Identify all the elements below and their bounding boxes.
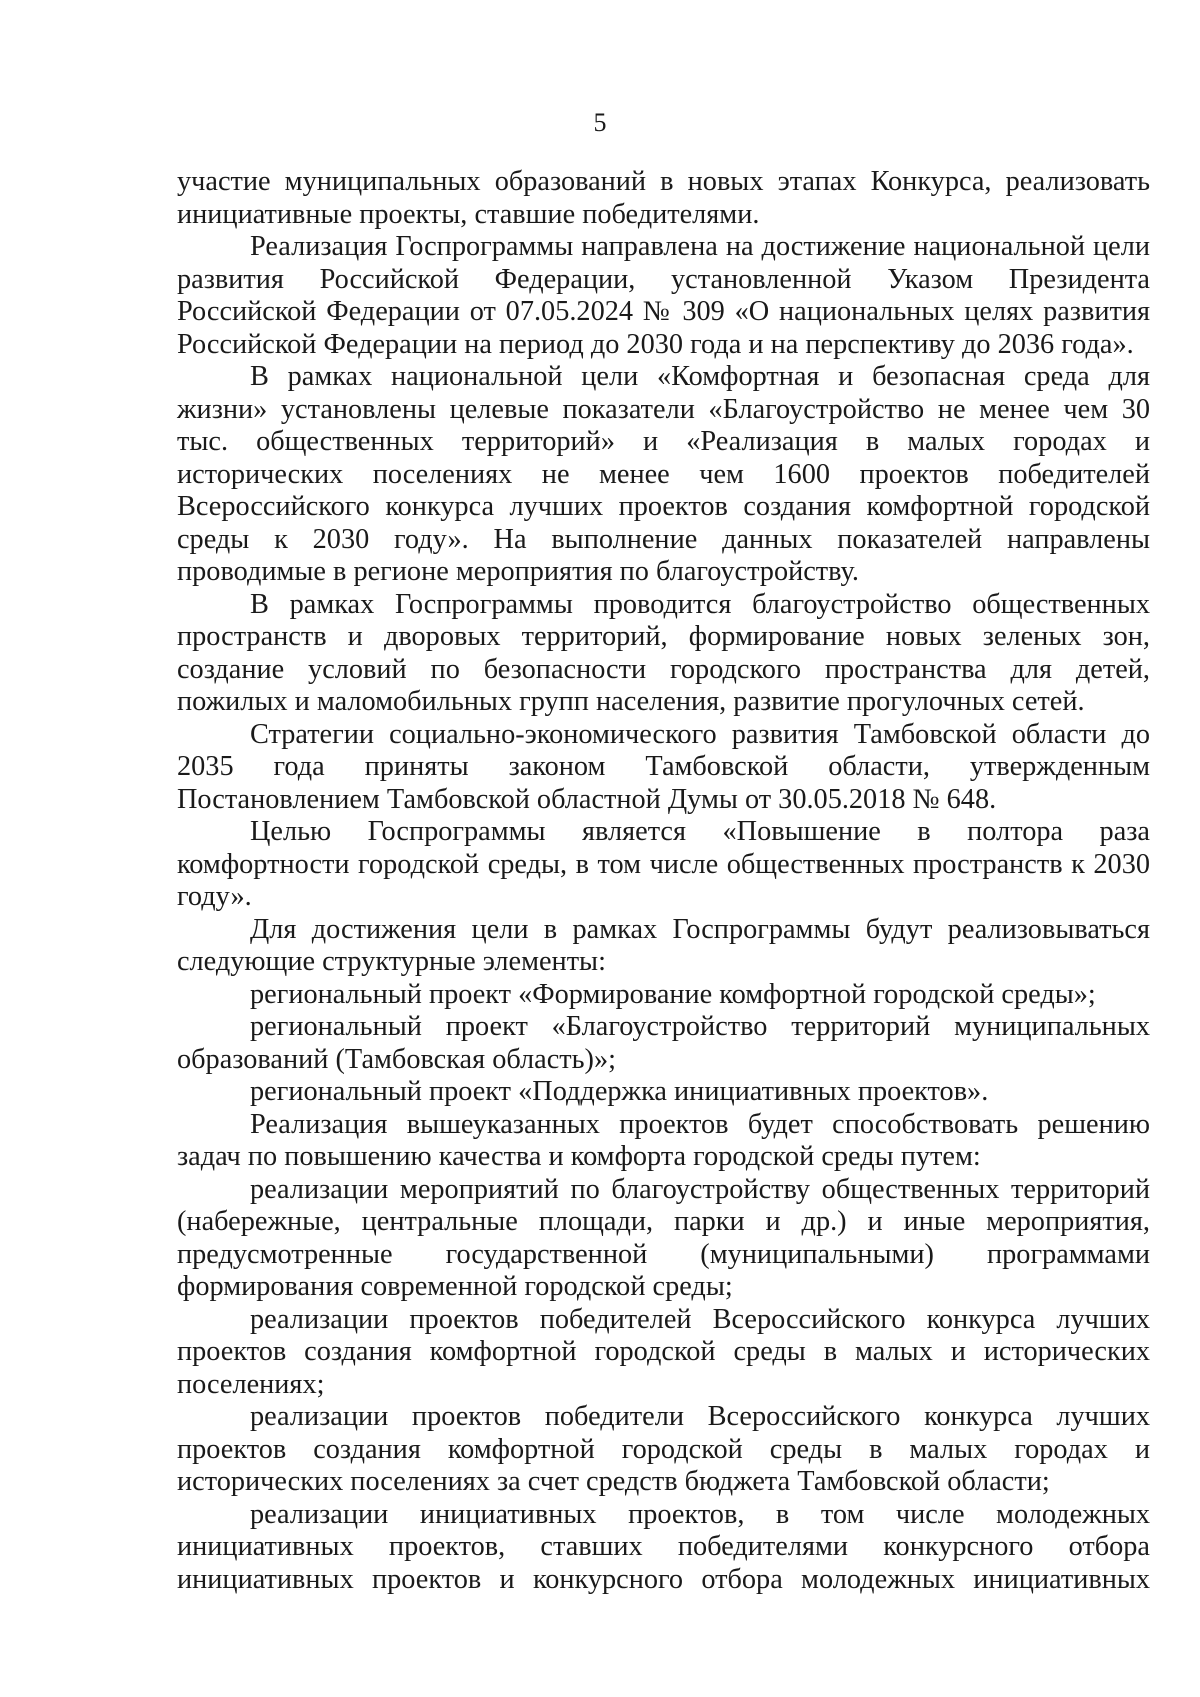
paragraph: Стратегии социально-экономического развития Тамбовской области до 2035 года приняты законом Тамбовской области, утвержденным Постановлением Тамбовской областной Думы от 30.05.2018 № 648.: [177, 718, 1150, 815]
list-item: реализации проектов победители Всероссийского конкурса лучших проектов создания комфортной городской среды в малых городах и исторических поселениях за счет средств бюджета Тамбовской области;: [177, 1401, 1150, 1497]
list-item: региональный проект «Поддержка инициативных проектов».: [250, 1076, 989, 1107]
list-item: региональный проект «Благоустройство территорий муниципальных образований (Тамбовская область)»;: [177, 1011, 1150, 1075]
list-item: региональный проект «Формирование комфортной городской среды»;: [250, 978, 1096, 1010]
paragraph: В рамках национальной цели «Комфортная и безопасная среда для жизни» установлены целевые показатели «Благоустройство не менее чем 30 тыс. общественных территорий» и «Реализация в малых городах и исторических поселениях не менее чем 1600 проектов победителей Всероссийского конкурса лучших проектов создания комфортной городской среды к 2030 году». На выполнение данных показателей направлены проводимые в регионе мероприятия по благоустройству.: [177, 361, 1150, 587]
document-body: [177, 166, 1150, 1596]
paragraph: участие муниципальных образований в новых этапах Конкурса, реализовать инициативные проекты, ставшие победителями.: [177, 166, 1150, 230]
paragraph: В рамках Госпрограммы проводится благоустройство общественных пространств и дворовых территорий, формирование новых зеленых зон, создание условий по безопасности городского пространства для детей, пожилых и маломобильных групп населения, развитие прогулочных сетей.: [177, 588, 1150, 717]
list-item: реализации мероприятий по благоустройству общественных территорий (набережные, центральные площади, парки и др.) и иные мероприятия, предусмотренные государственной (муниципальными) программами формирования современной городской среды;: [177, 1173, 1150, 1302]
paragraph: Реализация Госпрограммы направлена на достижение национальной цели развития Российской Федерации, установленной Указом Президента Российской Федерации от 07.05.2024 № 309 «О национальных целях развития Российской Федерации на период до 2030 года и на перспективу до 2036 года».: [177, 231, 1150, 360]
list-item: реализации инициативных проектов, в том числе молодежных инициативных проектов, ставших победителями конкурсного отбора инициативных проектов и конкурсного отбора молодежных инициативных: [177, 1498, 1150, 1595]
paragraph: Для достижения цели в рамках Госпрограммы будут реализовываться следующие структурные элементы:: [177, 913, 1150, 977]
list-item: реализации проектов победителей Всероссийского конкурса лучших проектов создания комфортной городской среды в малых и исторических поселениях;: [177, 1303, 1150, 1400]
paragraph: Реализация вышеуказанных проектов будет способствовать решению задач по повышению качества и комфорта городской среды путем:: [177, 1108, 1150, 1172]
page-number: 5: [593, 108, 607, 137]
paragraph: Целью Госпрограммы является «Повышение в полтора раза комфортности городской среды, в том числе общественных пространств к 2030 году».: [177, 816, 1150, 912]
